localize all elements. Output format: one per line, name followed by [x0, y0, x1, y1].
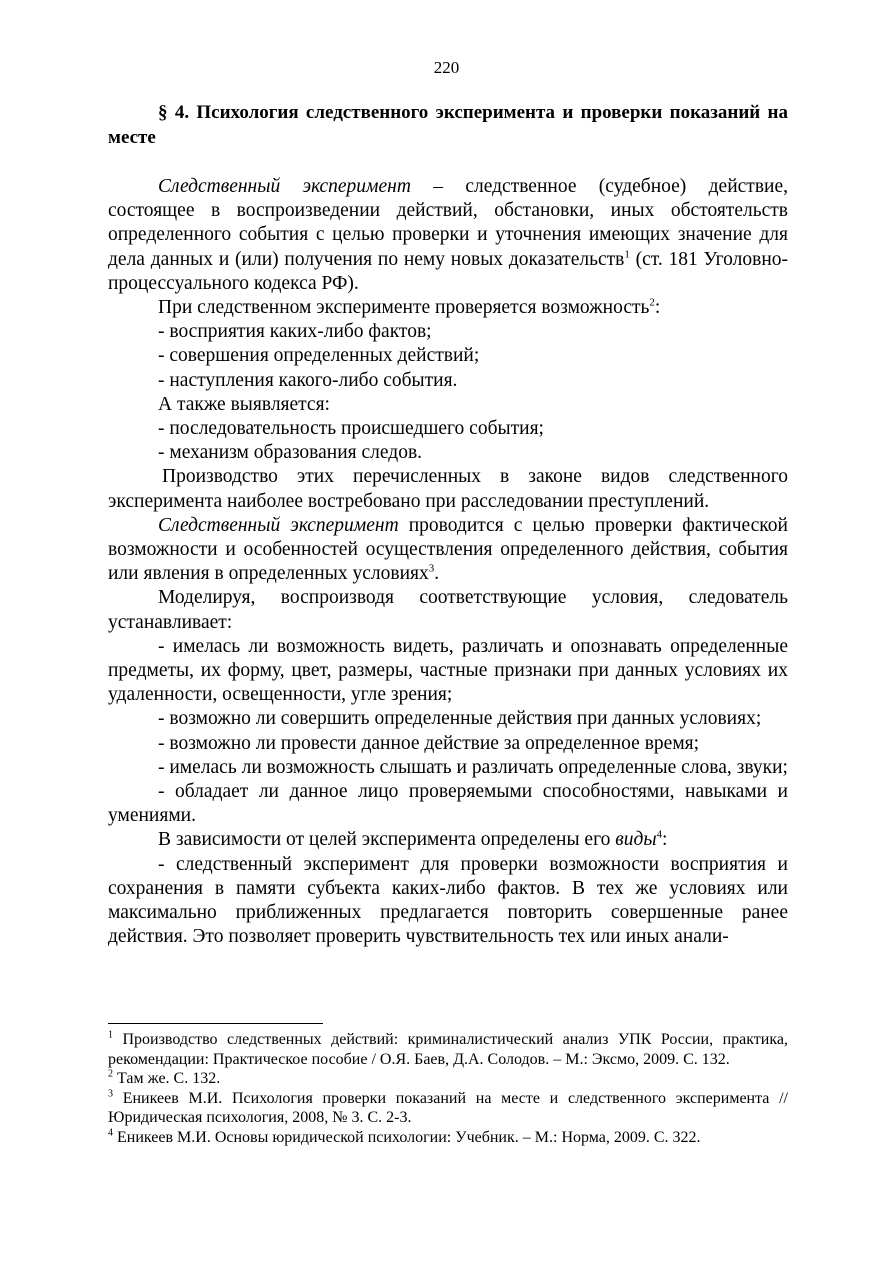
list-item: - восприятия каких-либо фактов;: [158, 321, 432, 343]
paragraph: Следственный эксперимент проводится с целью проверки фактической возможности и особенностей осуществления определенного действия, события или явления в определенных условиях$^3$.: [108, 514, 788, 585]
paragraph: В зависимости от целей эксперимента определены его виды$^4$:: [158, 828, 668, 851]
paragraph: Моделируя, воспроизводя соответствующие условия, следователь устанавливает:: [108, 587, 788, 633]
list-item: - возможно ли совершить определенные действия при данных условиях;: [158, 708, 762, 730]
list-item: - последовательность происшедшего события;: [158, 418, 544, 440]
list-item: - имелась ли возможность слышать и различать определенные слова, звуки;: [158, 756, 788, 778]
list-item: - имелась ли возможность видеть, различать и опознавать определенные предметы, их форму, цвет, размеры, частные признаки при данных условиях их удаленности, освещенности, угле зрения;: [108, 635, 788, 706]
list-item: - механизм образования следов.: [158, 442, 423, 464]
list-item: - наступления какого-либо события.: [158, 369, 458, 391]
body-text: [108, 175, 788, 950]
list-item: - обладает ли данное лицо проверяемыми способностями, навыками и умениями.: [108, 781, 788, 827]
footnote: $^1$ Производство следственных действий: криминалистический анализ УПК России, практика, рекомендации: Практическое пособие / О.Я. Баев, Д.А. Солодов. – М.: Эксмо, 2009. С. 132.: [108, 1029, 788, 1068]
paragraph: При следственном эксперименте проверяется возможность$^2$:: [158, 296, 661, 319]
paragraph: А также выявляется:: [158, 393, 330, 415]
list-item: - совершения определенных действий;: [158, 345, 480, 367]
footnote: $^2$ Там же. С. 132.: [108, 1068, 221, 1088]
paragraph: Производство этих перечисленных в законе видов следственного эксперимента наиболее востребовано при расследовании преступлений.: [108, 466, 788, 512]
section-heading: § 4. Психология следственного эксперимента и проверки показаний на месте: [108, 102, 788, 148]
paragraph: Следственный эксперимент – следственное (судебное) действие, состоящее в воспроизведении действий, обстановки, иных обстоятельств определенного события с целью проверки и уточнения имеющих значение для дела данных и (или) получения по нему новых доказательств$^1$ (ст. 181 Уголовно-процессуального кодекса РФ).: [108, 176, 789, 294]
page-number: 220: [433, 58, 460, 77]
list-item: - следственный эксперимент для проверки возможности восприятия и сохранения в памяти субъекта каких-либо фактов. В тех же условиях или максимально приближенных предлагается повторить совершенные ранее действия. Это позволяет проверить чувствительность тех или иных анали-: [108, 853, 788, 948]
list-item: - возможно ли провести данное действие за определенное время;: [158, 732, 700, 754]
footnote-separator: [108, 1023, 323, 1024]
footnote: $^3$ Еникеев М.И. Психология проверки показаний на месте и следственного эксперимента // Юридическая психология, 2008, № 3. С. 2-3.: [108, 1088, 788, 1127]
footnote: $^4$ Еникеев М.И. Основы юридической психологии: Учебник. – М.: Норма, 2009. С. 322.: [108, 1127, 701, 1146]
footnotes: [108, 1030, 788, 1148]
